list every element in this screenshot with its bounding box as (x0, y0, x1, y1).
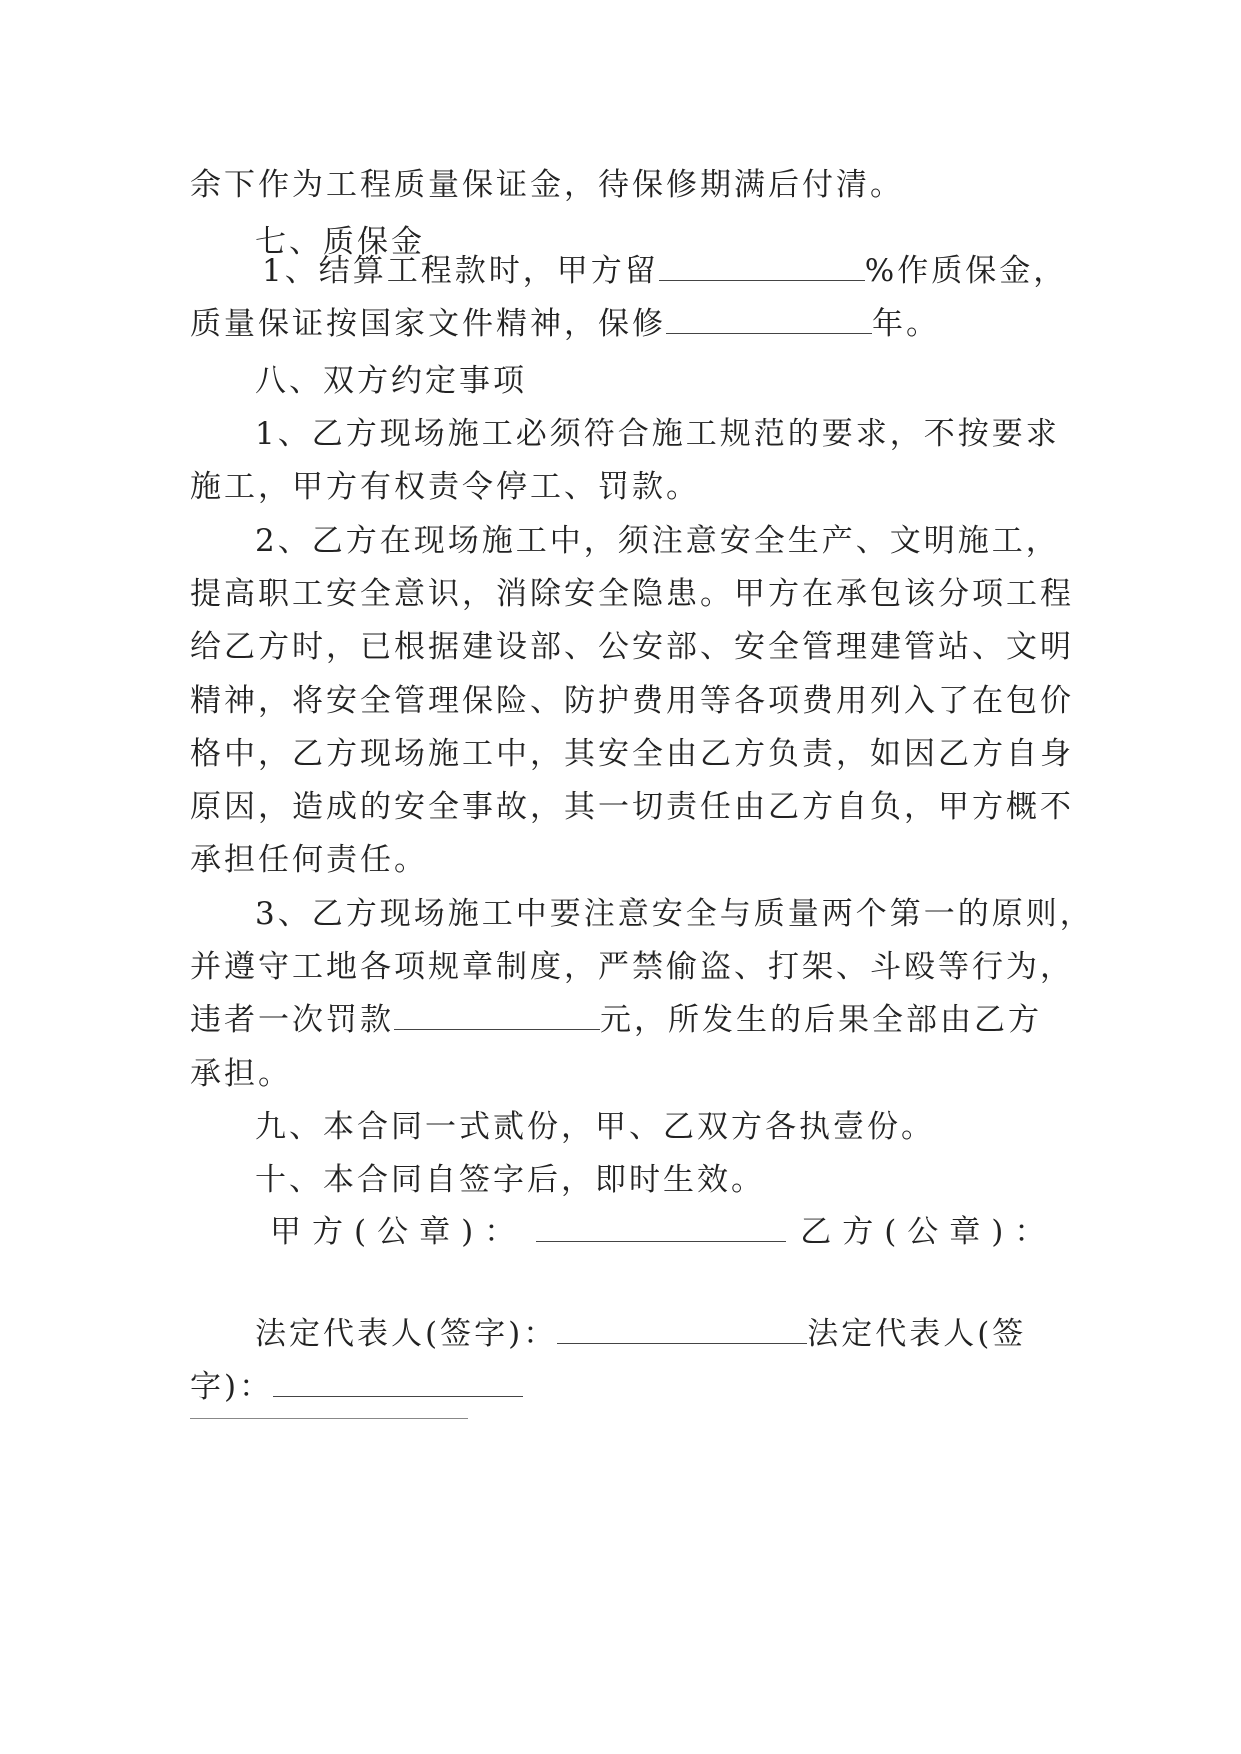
paragraph-line: 施工，甲方有权责令停工、罚款。 (190, 469, 700, 505)
paragraph-line: 承担。 (190, 1056, 292, 1092)
paragraph-line: 精神，将安全管理保险、防护费用等各项费用列入了在包价 (190, 683, 1074, 719)
fill-blank-party-b-seal (190, 1418, 468, 1419)
paragraph-line: 原因，造成的安全事故，其一切责任由乙方自负，甲方概不 (190, 789, 1074, 825)
party-b-seal-label: 乙方(公章)： (800, 1214, 1057, 1250)
party-b-representative-label: 法定代表人(签 (807, 1316, 1027, 1352)
text-segment: 质量保证按国家文件精神，保修 (190, 306, 666, 342)
paragraph-line: 九、本合同一式贰份，甲、乙双方各执壹份。 (255, 1109, 935, 1145)
party-a-seal-label: 甲方(公章)： (270, 1214, 527, 1250)
signature-line-representatives (255, 1314, 1135, 1354)
signature-line-representative-cont (190, 1367, 1070, 1407)
paragraph-line: 3、乙方现场施工中要注意安全与质量两个第一的原则， (255, 896, 1094, 932)
party-a-representative-label: 法定代表人(签字)： (255, 1316, 558, 1352)
paragraph-line: 十、本合同自签字后，即时生效。 (255, 1162, 765, 1198)
paragraph-line: 格中，乙方现场施工中，其安全由乙方负责，如因乙方自身 (190, 736, 1074, 772)
text-segment: 字)： (190, 1369, 274, 1405)
fill-blank-warranty-years (666, 307, 872, 334)
section-heading-quality-deposit: 七、质保金 (255, 224, 425, 260)
paragraph-line: 给乙方时，已根据建设部、公安部、安全管理建管站、文明 (190, 629, 1074, 665)
paragraph-line: 并遵守工地各项规章制度，严禁偷盗、打架、斗殴等行为， (190, 949, 1074, 985)
fill-blank-party-a-representative (557, 1317, 807, 1344)
fill-blank-deposit-percent (659, 254, 865, 281)
section-heading-agreed-items: 八、双方约定事项 (255, 363, 527, 399)
paragraph-line (190, 1000, 1070, 1040)
text-segment: 年。 (872, 306, 940, 342)
paragraph-line: 承担任何责任。 (190, 842, 428, 878)
signature-line-seals (270, 1212, 1150, 1252)
text-segment: 元，所发生的后果全部由乙方 (600, 1002, 1042, 1038)
paragraph-line: 余下作为工程质量保证金，待保修期满后付清。 (190, 167, 904, 203)
text-segment: 1、结算工程款时，甲方留 (262, 253, 659, 289)
fill-blank-fine-amount (394, 1003, 600, 1030)
fill-blank-party-b-representative (273, 1370, 523, 1397)
paragraph-line: 提高职工安全意识，消除安全隐患。甲方在承包该分项工程 (190, 576, 1074, 612)
paragraph-line (190, 304, 1070, 344)
paragraph-line: 1、乙方现场施工必须符合施工规范的要求，不按要求 (255, 416, 1060, 452)
text-segment: 违者一次罚款 (190, 1002, 394, 1038)
fill-blank-party-a-seal (536, 1215, 786, 1242)
paragraph-line: 2、乙方在现场施工中，须注意安全生产、文明施工， (255, 523, 1060, 559)
paragraph-line (262, 251, 1142, 291)
text-segment: %作质保金， (864, 253, 1068, 289)
